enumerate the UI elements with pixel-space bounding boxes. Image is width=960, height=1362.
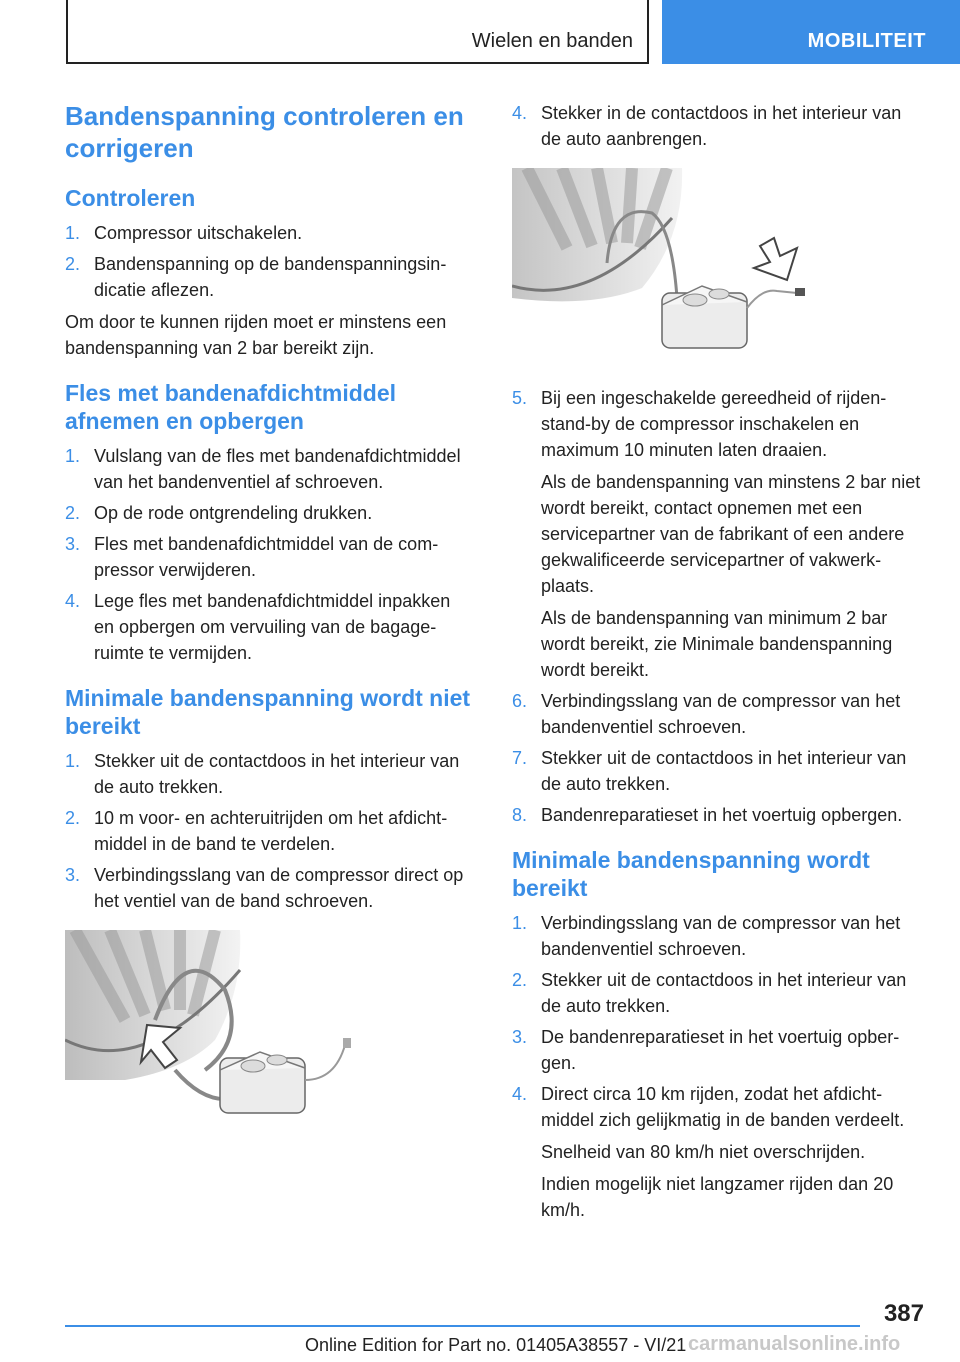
step-number: 4. xyxy=(512,1084,528,1104)
step-text: Verbindingsslang van de compressor van het bandenventiel schroeven. xyxy=(541,913,901,959)
list-item xyxy=(65,805,475,857)
list-item xyxy=(65,251,475,303)
step-number: 7. xyxy=(512,748,528,768)
list-item xyxy=(65,531,475,583)
list-continued-a xyxy=(512,100,925,152)
step-number: 5. xyxy=(512,388,528,408)
step-text: Stekker in de contactdoos in het interieur van de auto aanbrengen. xyxy=(541,103,902,149)
step-number: 6. xyxy=(512,691,528,711)
list-niet-bereikt xyxy=(65,748,475,914)
page-header xyxy=(0,0,960,66)
compressor-valve-drawing xyxy=(65,930,355,1130)
page-number: 387 xyxy=(883,1300,924,1327)
list-continued-b xyxy=(512,385,925,828)
step-text: Direct circa 10 km rijden, zodat het afdichtmiddel zich gelijkmatig in de banden verdeelt. xyxy=(541,1084,905,1130)
list-fles xyxy=(65,443,475,666)
heading-fles: Fles met bandenafdichtmiddel afnemen en opbergen xyxy=(65,380,396,434)
step-number: 1. xyxy=(512,913,528,933)
illustration-plug-socket xyxy=(512,168,925,363)
heading-bereikt: Minimale bandenspanning wordt bereikt xyxy=(512,847,870,901)
list-item xyxy=(512,967,925,1019)
step-text: Verbindingsslang van de compressor direct op het ventiel van de band schroeven. xyxy=(94,865,464,911)
step-text: Stekker uit de contactdoos in het interieur van de auto trekken. xyxy=(94,751,460,797)
step-text: Stekker uit de contactdoos in het interieur van de auto trekken. xyxy=(541,748,907,794)
paragraph-min-pressure: Om door te kunnen rijden moet er minstens een bandenspanning van 2 bar bereikt zijn. xyxy=(65,312,447,358)
list-item xyxy=(65,220,475,246)
step-text: Bandenspanning op de bandenspanningsindicatie aflezen. xyxy=(94,254,447,300)
list-item xyxy=(512,688,925,740)
list-item xyxy=(512,100,925,152)
step-note: Snelheid van 80 km/h niet overschrijden. xyxy=(541,1142,866,1162)
list-item xyxy=(512,745,925,797)
list-item xyxy=(512,385,925,683)
watermark-text: carmanualsonline.info xyxy=(688,1333,901,1355)
step-text: Op de rode ontgrendeling drukken. xyxy=(94,503,373,523)
list-item xyxy=(65,862,475,914)
list-bereikt xyxy=(512,910,925,1223)
step-note: Indien mogelijk niet langzamer rijden dan 20 km/h. xyxy=(541,1174,894,1220)
list-item xyxy=(65,443,475,495)
plug-socket-drawing xyxy=(512,168,812,358)
list-item xyxy=(512,802,925,828)
list-item xyxy=(512,910,925,962)
chapter-tab-label: MOBILITEIT xyxy=(807,30,926,52)
footer-rule xyxy=(65,1325,860,1327)
list-item xyxy=(65,748,475,800)
step-number: 2. xyxy=(65,254,81,274)
step-text: Bandenreparatieset in het voertuig opbergen. xyxy=(541,805,903,825)
step-note: Als de bandenspanning van minstens 2 bar niet wordt bereikt, contact opnemen met een servicepartner van de fabrikant of een andere gekwalificeerde servicepartner of vakwerkplaats. xyxy=(541,472,921,596)
step-number: 1. xyxy=(65,446,81,466)
illustration-compressor-valve xyxy=(65,930,475,1135)
step-number: 3. xyxy=(65,865,81,885)
step-text: De bandenreparatieset in het voertuig opbergen. xyxy=(541,1027,900,1073)
section-label: Wielen en banden xyxy=(471,30,633,52)
step-text: Stekker uit de contactdoos in het interieur van de auto trekken. xyxy=(541,970,907,1016)
step-note: Als de bandenspanning van minimum 2 bar wordt bereikt, zie Minimale bandenspanning wordt bereikt. xyxy=(541,608,893,680)
right-column xyxy=(512,100,925,1228)
step-number: 4. xyxy=(65,591,81,611)
step-number: 3. xyxy=(512,1027,528,1047)
step-number: 3. xyxy=(65,534,81,554)
step-number: 4. xyxy=(512,103,528,123)
step-text: Lege fles met bandenafdichtmiddel inpakken en opbergen om vervuiling van de bagageruimte te vermijden. xyxy=(94,591,451,663)
step-text: Verbindingsslang van de compressor van het bandenventiel schroeven. xyxy=(541,691,901,737)
step-text: Fles met bandenafdichtmiddel van de compressor verwijderen. xyxy=(94,534,439,580)
step-number: 8. xyxy=(512,805,528,825)
left-column xyxy=(65,100,475,1135)
step-text: Vulslang van de fles met bandenafdichtmiddel van het bandenventiel af schroeven. xyxy=(94,446,461,492)
step-number: 1. xyxy=(65,223,81,243)
list-item xyxy=(65,588,475,666)
page-title: Bandenspanning controleren en corrigeren xyxy=(65,101,464,163)
step-text: Compressor uitschakelen. xyxy=(94,223,303,243)
list-item xyxy=(65,500,475,526)
list-controleren xyxy=(65,220,475,303)
list-item xyxy=(512,1024,925,1076)
list-item xyxy=(512,1081,925,1223)
footer-edition: Online Edition for Part no. 01405A38557 - VI/21 xyxy=(305,1335,687,1355)
heading-niet-bereikt: Minimale bandenspanning wordt niet bereikt xyxy=(65,685,471,739)
chapter-tab[interactable] xyxy=(662,0,960,64)
step-number: 2. xyxy=(65,503,81,523)
step-number: 1. xyxy=(65,751,81,771)
step-text: Bij een ingeschakelde gereedheid of rijdenstand-by de compressor inschakelen en maximum 10 minuten laten draaien. xyxy=(541,388,887,460)
section-label-box xyxy=(66,0,649,64)
step-number: 2. xyxy=(512,970,528,990)
step-number: 2. xyxy=(65,808,81,828)
step-text: 10 m voor- en achteruitrijden om het afdichtmiddel in de band te verdelen. xyxy=(94,808,448,854)
heading-controleren: Controleren xyxy=(65,185,196,211)
